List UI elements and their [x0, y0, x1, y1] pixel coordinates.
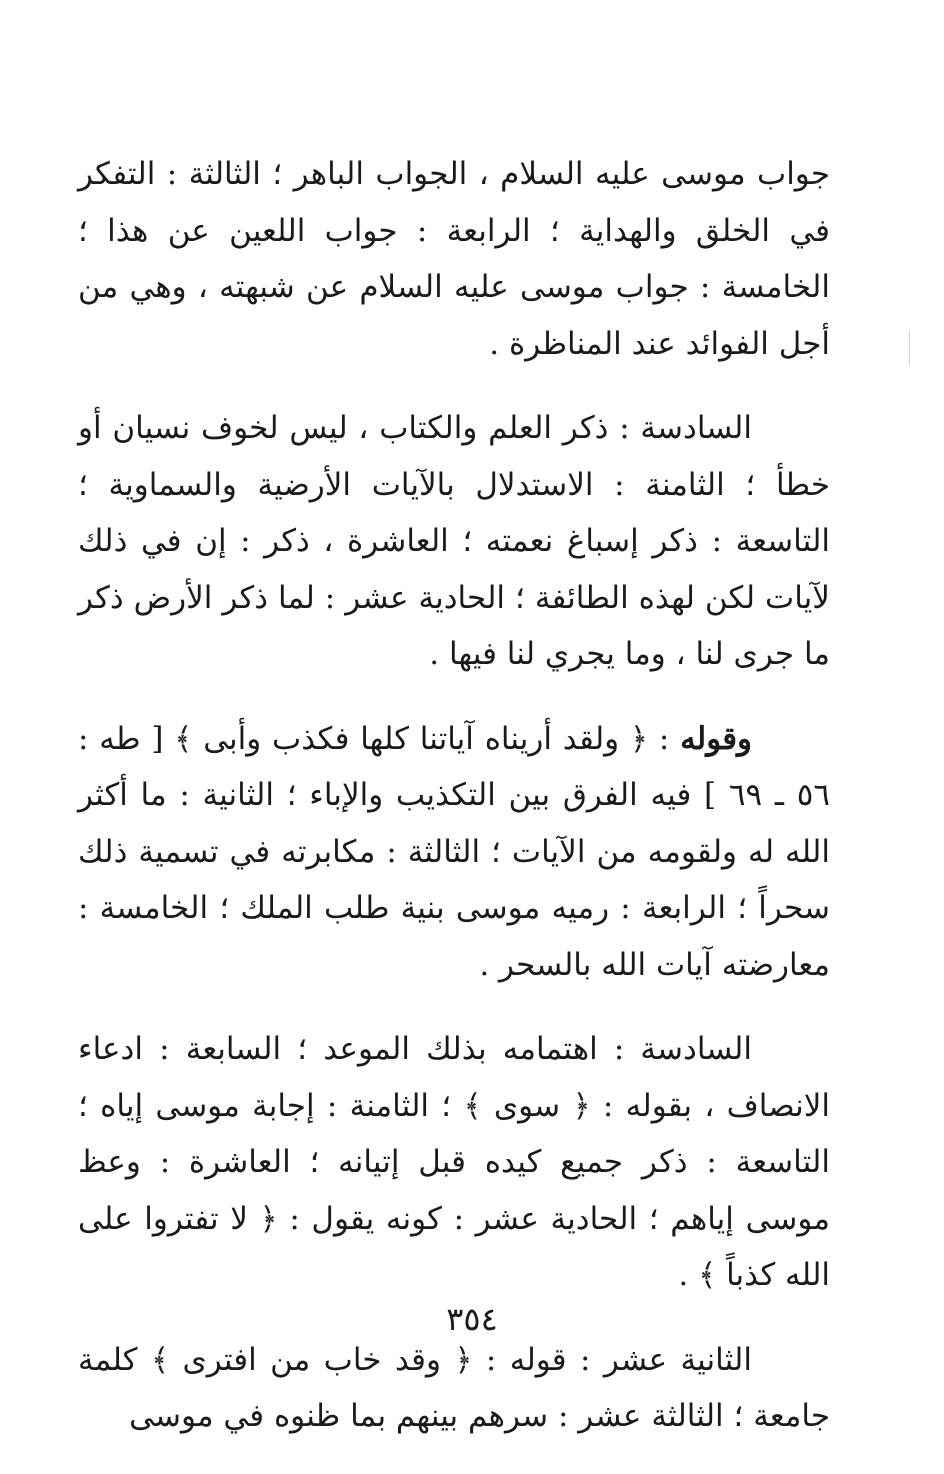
paragraph-3-lead: وقوله	[680, 720, 752, 757]
paragraph-5-text: الثانية عشر : قوله : ﴿ وقد خاب من افترى ﴾ كلمة جامعة ؛ الثالثة عشر : سرهم بينهم بما ظنوه في موسى	[78, 1341, 830, 1434]
paragraph-5	[78, 1332, 830, 1445]
paragraph-4	[78, 1021, 830, 1304]
paragraph-2	[78, 400, 830, 683]
paragraph-3	[78, 711, 830, 994]
page-number: ٣٥٤	[446, 1300, 498, 1338]
paragraph-1-text: جواب موسى عليه السلام ، الجواب الباهر ؛ الثالثة : التفكر في الخلق والهداية ؛ الرابعة : جواب اللعين عن هذا ؛ الخامسة : جواب موسى عليه السلام عن شبهته ، وهي من أجل الفوائد عند المناظرة .	[78, 156, 830, 362]
paragraph-4-text: السادسة : اهتمامه بذلك الموعد ؛ السابعة : ادعاء الانصاف ، بقوله : ﴿ سوى ﴾ ؛ الثامنة : إجابة موسى إياه ؛ التاسعة : ذكر جميع كيده قبل إتيانه ؛ العاشرة : وعظ موسى إياهم ؛ الحادية عشر : كونه يقول : ﴿ لا تفتروا على الله كذباً ﴾ .	[78, 1031, 830, 1293]
margin-mark	[909, 330, 910, 366]
paragraph-3-text: : ﴿ ولقد أريناه آياتنا كلها فكذب وأبى ﴾ [ طه : ٥٦ ـ ٦٩ ] فيه الفرق بين التكذيب والإباء ؛ الثانية : ما أكثر الله له ولقومه من الآيات ؛ الثالثة : مكابرته في تسمية ذلك سحراً ؛ الرابعة : رميه موسى بنية طلب الملك ؛ الخامسة : معارضته آيات الله بالسحر .	[78, 720, 830, 983]
paragraph-2-text: السادسة : ذكر العلم والكتاب ، ليس لخوف نسيان أو خطأ ؛ الثامنة : الاستدلال بالآيات الأرضية والسماوية ؛ التاسعة : ذكر إسباغ نعمته ؛ العاشرة ، ذكر : إن في ذلك لآيات لكن لهذه الطائفة ؛ الحادية عشر : لما ذكر الأرض ذكر ما جرى لنا ، وما يجري لنا فيها .	[78, 410, 830, 672]
paragraph-1	[78, 146, 830, 372]
body-text	[78, 146, 830, 1473]
